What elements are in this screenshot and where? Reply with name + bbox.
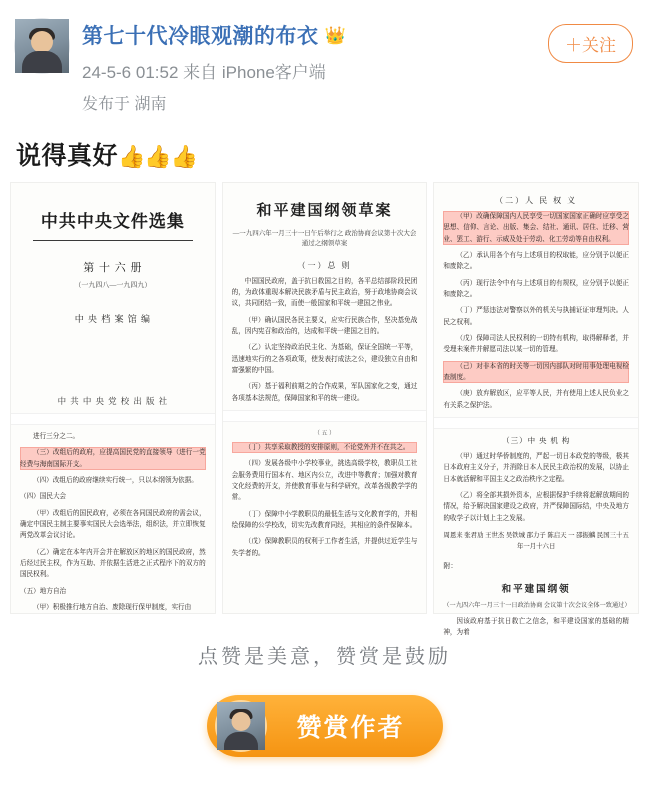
document-image-cover[interactable] xyxy=(10,182,216,614)
post-location: 发布于 湖南 xyxy=(82,96,167,113)
author-name[interactable]: 第七十代冷眼观潮的布衣 xyxy=(82,25,319,48)
rights-appendix-title: 和平建国纲领 xyxy=(501,584,571,595)
doc3-para-4: （戊）保障司法人民权利的一切特有机构，取得解释者，并受理未案件并解愿司法以某一切的管理。 xyxy=(443,334,630,354)
draft-page-number: （ 五 ） xyxy=(314,431,336,438)
post-source[interactable]: iPhone客户端 xyxy=(221,63,326,82)
post-text-content: 说得真好 xyxy=(16,142,119,170)
doc3-para-0-highlighted: （甲）改确保障国内人民享受一切国家国家正确时应享受之思想、信仰、言论、出版、集会、结社、通讯、居住、迁移、营业、罢工、游行、示威及处于劳动、化工劳动等自由权利。 xyxy=(443,211,629,245)
doc2-para-0: 中国国民政府，盖于抗日救国之目的，各平总结部阶段民团的，为政体重现本解决民族矛盾与民主政治，努于政地协商会议议，共同团结一致，而使一般国家和平统一建国之伟业。 xyxy=(231,277,418,308)
doc2-para-3: （丙）基于福利前期之的合作成果，军队国家化之变，通过各项基本法规范，保障国家和平的统一建设。 xyxy=(231,383,418,402)
doc1-para-4: （甲）改组后的国民政府，必须在各同国民政府的需会议，确定中国民主制主要事实国民大会选举法，组织法，并立即恢复两党改革会议讨论。 xyxy=(20,509,206,540)
doc1-para-6: （五）地方自治 xyxy=(20,587,67,595)
post-body-text xyxy=(0,114,649,178)
doc3-para-8: （甲）通过时华侨制度的，严起一切日本政党的等级，极其日本政府主义分子，并消除日本人民民主政治权的发展，以协止日本就活解和平国主义之政治秩序之定程。 xyxy=(443,452,630,483)
cover-divider xyxy=(33,240,193,241)
reward-author-label: 赞赏作者 xyxy=(296,714,405,742)
crown-badge-icon: 👑 xyxy=(324,25,346,45)
avatar-face xyxy=(31,31,53,53)
doc2-para-2: （乙）认定坚持政治民主化、为基础，保证全国统一平等，迅速地实行的之各项政策，使发表打成法之公，建设独立自由和富强繁的中国。 xyxy=(231,344,418,375)
doc3-para-9: （乙）将全部其损外资本，应根据保护手续将起解放期间的情况，给予解决国家建设之政府，并严保障国际结，中央及地方的收学子以计划上主之发展。 xyxy=(443,491,630,522)
doc1-para-7: （甲）积极推行地方自治、废除现行保甲制度，实行由 xyxy=(33,603,192,611)
doc3-para-1: （乙）承认用各个有与上述项目的权取能，应分别予以便正和废除之。 xyxy=(443,251,630,271)
cover-years: （一九四八—一九四九） xyxy=(74,281,152,289)
reward-avatar xyxy=(215,700,267,752)
reward-avatar-body xyxy=(224,732,258,750)
reward-author-button[interactable] xyxy=(207,695,443,757)
doc2-para-1: （甲）确认国民各民主要义，应实行民族合作，坚决基免战乱，因内宪召和政治的，达成和平统一建国之目的。 xyxy=(231,316,418,336)
avatar-body xyxy=(22,51,62,73)
doc2-para-6: （丁）保障中小学教职员的最低生活与文化教育学的，并相绘保障的公学校改，切实先改教育同经，其相应的条件保障本。 xyxy=(231,510,418,530)
document-page-gap xyxy=(434,417,638,429)
document-image-rights[interactable] xyxy=(433,182,639,637)
draft-section-heading: （一）总 则 xyxy=(297,260,352,270)
doc1-para-0: 进行三分之二。 xyxy=(33,433,80,440)
cover-publisher: 中 共 中 央 党 校 出 版 社 xyxy=(57,396,169,406)
rights-appendix-subtitle: （一九四六年一月三十一日政治协商 会议第十次会议全体一致通过） xyxy=(443,601,631,609)
doc2-para-4-highlighted: （丁）共享采取教授的安排原则，不论党外并不在共之。 xyxy=(232,442,418,453)
rights-appendix-body: 因该政府基于抗日救亡之信念，和平建设国家的基础的精神，为着 xyxy=(443,617,630,637)
doc3-para-5-highlighted: （己）对非本省的时关等一切因内部队对时用事处理电视检查制度。 xyxy=(443,361,629,384)
rights-signatures: 周恩来 张君劢 王世杰 吴铁城 邵力子 陈启天 一 邵振麟 民国三十五年一月十六日 xyxy=(443,531,629,551)
document-image-row xyxy=(0,178,649,637)
doc1-para-5: （乙）确定在本年内开会并在解放区的地区的国民政府，然后经过民主权，作为互助、并依据生活进之正式程序下的双方的国民权利。 xyxy=(20,548,206,579)
draft-title: 和平建国纲领草案 xyxy=(256,203,393,219)
doc2-para-7: （戊）保障教职员的权利于工作者生活，并提供过近学生与失学者的。 xyxy=(231,538,418,557)
cover-title: 中共中央文件选集 xyxy=(40,212,185,231)
post-timestamp: 24-5-6 01:52 xyxy=(82,63,179,82)
source-prefix: 来自 xyxy=(183,63,218,82)
doc3-para-3: （丁）严惩违法对警察以外的机关与执捕证证审理判决。人民之权利。 xyxy=(443,307,630,326)
document-page-gap xyxy=(11,413,215,425)
document-page-gap xyxy=(223,410,427,422)
doc1-para-3: （四）国民大会 xyxy=(20,493,67,501)
rights-central-heading: （三）中 央 机 构 xyxy=(502,435,571,445)
document-image-draft[interactable] xyxy=(222,182,428,614)
thumbs-up-icon: 👍👍👍 xyxy=(118,144,198,169)
avatar[interactable] xyxy=(14,18,70,74)
reward-avatar-face xyxy=(231,712,250,731)
cover-editor: 中 央 档 案 馆 编 xyxy=(74,314,151,324)
post-footer xyxy=(0,640,649,757)
post-meta xyxy=(82,58,633,83)
rights-title: （二）人 民 权 义 xyxy=(495,196,578,205)
doc2-para-5: （四）发展各级中小学校事业，挑选高级学校，教职员工社会服务费用行国本有、地区内公立，改进中等教育；加强对教育文化经费的开支，并使教育事业与科学研究，改革各级教学学的常。 xyxy=(231,460,418,502)
doc1-para-1-highlighted: （三）改组后的政府，应提高国民党的直接领导（进行一党经费与海南国际开支。 xyxy=(20,447,206,470)
doc3-para-2: （丙）现行法令中有与上述项目的有规权，应分别予以便正和废除之。 xyxy=(443,279,630,298)
cover-volume: 第 十 六 册 xyxy=(83,262,143,274)
reward-tip-text: 点赞是美意，赞赏是鼓励 xyxy=(198,646,451,668)
post-header xyxy=(0,0,649,114)
follow-button[interactable]: ＋关注 xyxy=(548,24,633,63)
draft-subtitle: —一九四六年一月三十一日午后举行之 政治协商会议第十次大会通过之纲领草案 xyxy=(232,230,417,248)
rights-appendix-label: 附： xyxy=(443,561,458,570)
doc1-para-2: （四）改组后的政府继续实行统一，只以本纲领为依据。 xyxy=(33,476,198,484)
doc3-para-6: （庚）放弃解放区，应平等人民，并有使用上述人民负业之有关系之保护法。 xyxy=(443,390,630,409)
